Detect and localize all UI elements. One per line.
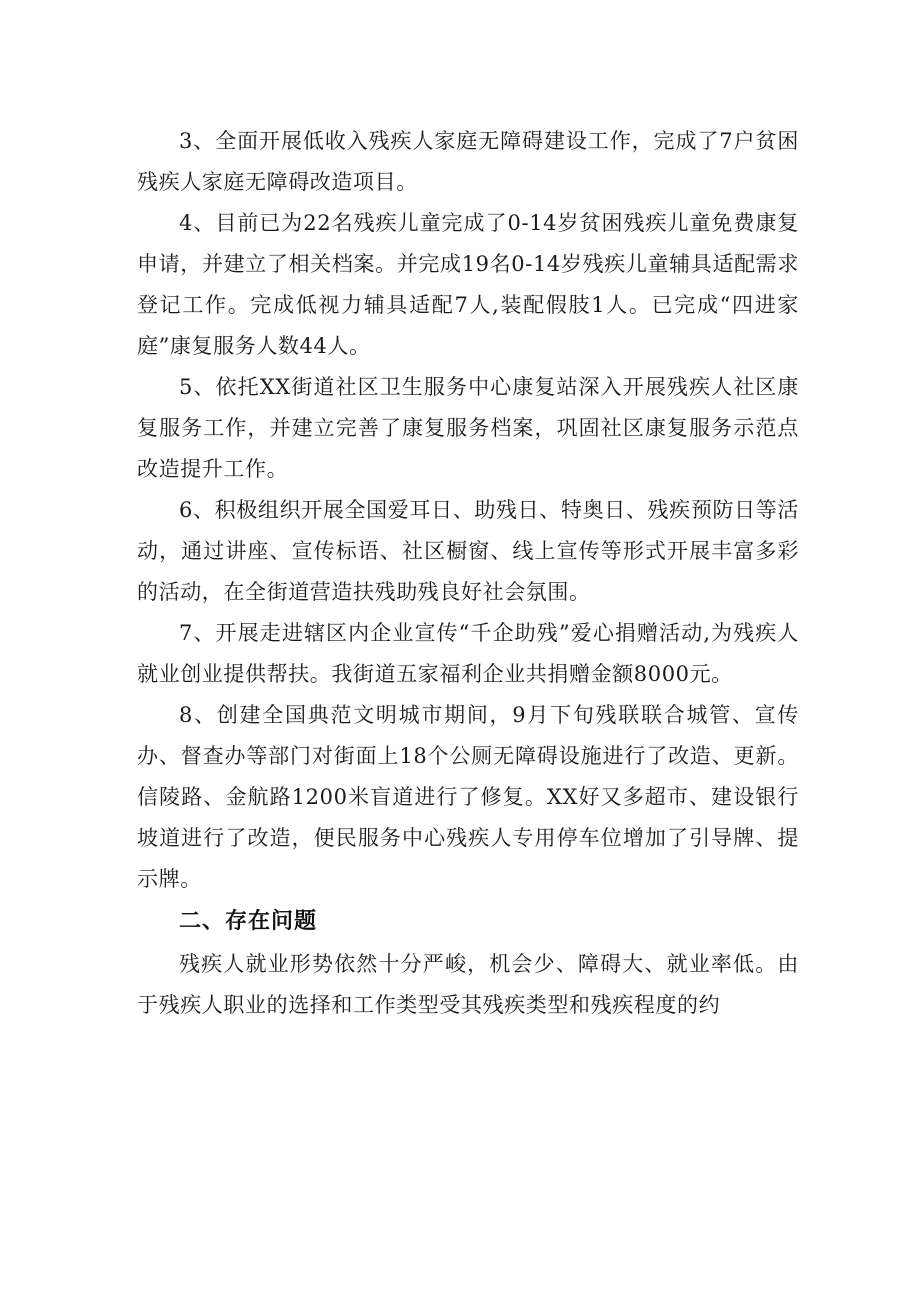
paragraph-item-3: 3、全面开展低收入残疾人家庭无障碍建设工作，完成了7户贫困残疾人家庭无障碍改造项目。 [137, 129, 799, 194]
paragraph-item-5: 5、依托XX街道社区卫生服务中心康复站深入开展残疾人社区康复服务工作，并建立完善了康复服务档案，巩固社区康复服务示范点改造提升工作。 [137, 375, 799, 481]
section-heading: 二、存在问题 [179, 909, 318, 934]
paragraph-item-8: 8、创建全国典范文明城市期间，9月下旬残联联合城管、宣传办、督查办等部门对街面上18个公厕无障碍设施进行了改造、更新。信陵路、金航路1200米盲道进行了修复。XX好又多超市、建设银行坡道进行了改造，便民服务中心残疾人专用停车位增加了引导牌、提示牌。 [137, 703, 799, 891]
paragraph-item-7: 7、开展走进辖区内企业宣传“千企助残”爱心捐赠活动,为残疾人就业创业提供帮扶。我街道五家福利企业共捐赠金额8000元。 [137, 621, 799, 686]
paragraph-item-6: 6、积极组织开展全国爱耳日、助残日、特奥日、残疾预防日等活动，通过讲座、宣传标语、社区橱窗、线上宣传等形式开展丰富多彩的活动，在全街道营造扶残助残良好社会氛围。 [137, 498, 799, 604]
document-body [137, 121, 799, 1026]
paragraph-item-4: 4、目前已为22名残疾儿童完成了0-14岁贫困残疾儿童免费康复申请，并建立了相关档案。并完成19名0-14岁残疾儿童辅具适配需求登记工作。完成低视力辅具适配7人,装配假肢1人。已完成“四进家庭”康复服务人数44人。 [137, 211, 799, 358]
closing-paragraph: 残疾人就业形势依然十分严峻，机会少、障碍大、就业率低。由于残疾人职业的选择和工作类型受其残疾类型和残疾程度的约 [137, 952, 799, 1017]
